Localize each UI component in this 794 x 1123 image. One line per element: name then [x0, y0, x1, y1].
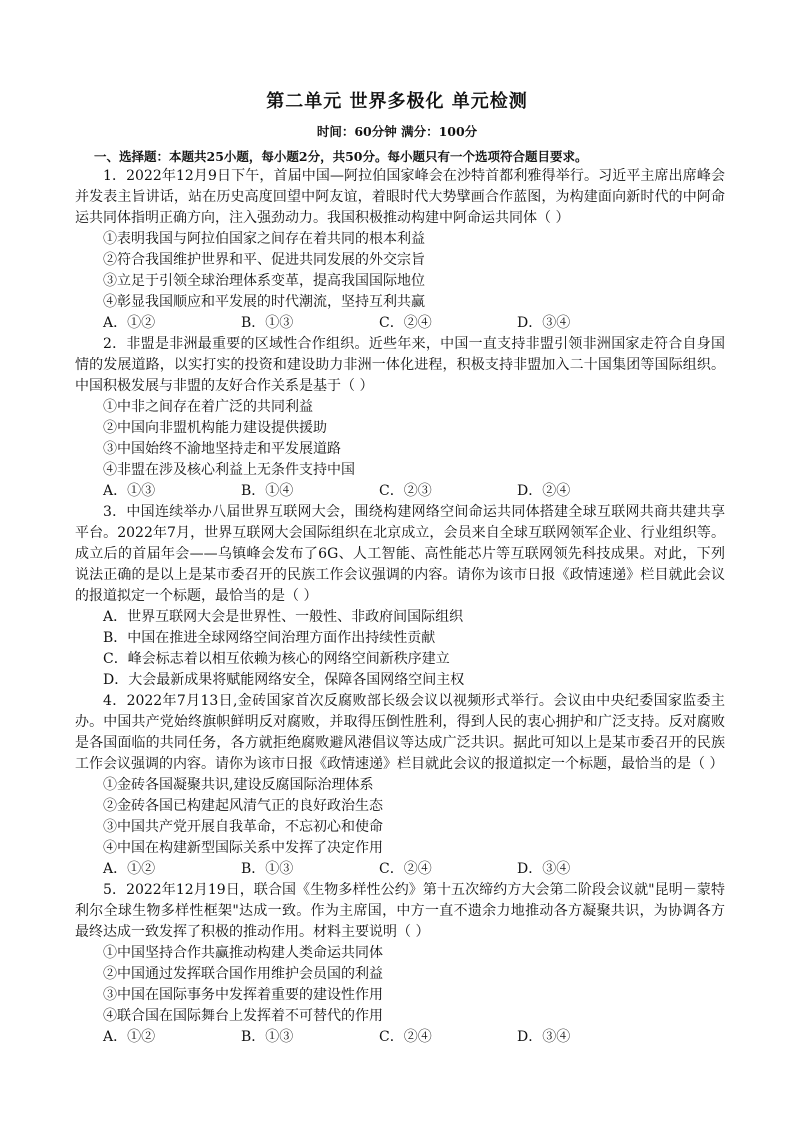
question — [75, 502, 725, 691]
statement-item: ②中国向非盟机构能力建设提供援助 — [103, 420, 327, 436]
statement-item: ②金砖各国已构建起风清气正的良好政治生态 — [103, 798, 383, 814]
answer-option: A．①② — [103, 315, 156, 331]
statement-item: ④非盟在涉及核心利益上无条件支持中国 — [103, 462, 355, 478]
answer-option: D．②④ — [517, 483, 571, 499]
statement-item: ④联合国在国际舞台上发挥着不可替代的作用 — [103, 1008, 383, 1024]
question — [75, 166, 725, 334]
question — [75, 880, 725, 1048]
question-stem: 2．非盟是非洲最重要的区域性合作组织。近些年来，中国一直支持非盟引领非洲国家走符合自身国情的发展道路，以实打实的投资和建设助力非洲一体化进程，积极支持非盟加入二十国集团等国际组织。中国积极发展与非盟的友好合作关系是基于（ ） — [75, 336, 725, 394]
exam-time-score: 时间：60分钟 满分：100分 — [316, 124, 478, 139]
answer-option: D．大会最新成果将赋能网络安全，保障各国网络空间主权 — [103, 672, 465, 688]
answer-option: B．①③ — [241, 1029, 294, 1045]
statement-item: ①中非之间存在着广泛的共同利益 — [103, 399, 313, 415]
answer-option: C．峰会标志着以相互依赖为核心的网络空间新秩序建立 — [103, 651, 450, 667]
statement-item: ①金砖各国凝聚共识,建设反腐国际治理体系 — [103, 777, 374, 793]
answer-option: D．③④ — [517, 1029, 571, 1045]
question — [75, 691, 725, 880]
answer-option: A．①③ — [103, 483, 156, 499]
answer-option: B．中国在推进全球网络空间治理方面作出持续性贡献 — [103, 630, 436, 646]
page-title: 第二单元 世界多极化 单元检测 — [266, 91, 528, 112]
answer-option: A．①② — [103, 861, 156, 877]
question-list — [75, 166, 725, 1048]
section-heading: 一、选择题：本题共25小题，每小题2分，共50分。每小题只有一个选项符合题目要求。 — [94, 149, 588, 164]
answer-option: A．世界互联网大会是世界性、一般性、非政府间国际组织 — [103, 609, 464, 625]
statement-item: ④彰显我国顺应和平发展的时代潮流，坚持互利共赢 — [103, 294, 425, 310]
answer-option: B．①③ — [241, 861, 294, 877]
answer-options — [75, 859, 725, 880]
statement-item: ③中国在国际事务中发挥着重要的建设性作用 — [103, 987, 383, 1003]
statement-item: ②中国通过发挥联合国作用维护会员国的利益 — [103, 966, 383, 982]
answer-option: C．②④ — [379, 1029, 432, 1045]
answer-option: D．③④ — [517, 315, 571, 331]
answer-option: B．①④ — [241, 483, 294, 499]
answer-option: D．③④ — [517, 861, 571, 877]
answer-option: C．②④ — [379, 315, 432, 331]
statement-item: ④中国在构建新型国际关系中发挥了决定作用 — [103, 840, 383, 856]
answer-option: C．②③ — [379, 483, 432, 499]
answer-option: B．①③ — [241, 315, 294, 331]
question-stem: 3．中国连续举办八届世界互联网大会，围绕构建网络空间命运共同体搭建全球互联网共商共建共享平台。2022年7月，世界互联网大会国际组织在北京成立，会员来自全球互联网领军企业、行业组织等。成立后的首届年会——乌镇峰会发布了6G、人工智能、高性能芯片等互联网领先科技成果。对此，下列说法正确的是以上是某市委召开的民族工作会议强调的内容。请你为该市日报《政情速递》栏目就此会议的报道拟定一个标题，最恰当的是（ ） — [75, 504, 725, 604]
question-stem: 1．2022年12月9日下午，首届中国—阿拉伯国家峰会在沙特首都利雅得举行。习近平主席出席峰会并发表主旨讲话，站在历史高度回望中阿友谊，着眼时代大势擘画合作蓝图，为构建面向新时代的中阿命运共同体指明正确方向，注入强劲动力。我国积极推动构建中阿命运共同体（ ） — [75, 168, 725, 226]
statement-item: ③立足于引领全球治理体系变革，提高我国国际地位 — [103, 273, 425, 289]
answer-option: C．②④ — [379, 861, 432, 877]
statement-item: ③中国始终不渝地坚持走和平发展道路 — [103, 441, 341, 457]
question-stem: 5．2022年12月19日，联合国《生物多样性公约》第十五次缔约方大会第二阶段会议就"昆明－蒙特利尔全球生物多样性框架"达成一致。作为主席国，中方一直不遗余力地推动各方凝聚共识，为协调各方最终达成一致发挥了积极的推动作用。材料主要说明（ ） — [75, 882, 725, 940]
answer-options — [75, 1027, 725, 1048]
question-stem: 4．2022年7月13日,金砖国家首次反腐败部长级会议以视频形式举行。会议由中央纪委国家监委主办。中国共产党始终旗帜鲜明反对腐败，并取得压倒性胜利，得到人民的衷心拥护和广泛支持。反对腐败是各国面临的共同任务，各方就拒绝腐败避风港倡议等达成广泛共识。据此可知以上是某市委召开的民族工作会议强调的内容。请你为该市日报《政情速递》栏目就此会议的报道拟定一个标题，最恰当的是（ ） — [75, 693, 725, 772]
question — [75, 334, 725, 502]
statement-item: ①表明我国与阿拉伯国家之间存在着共同的根本利益 — [103, 231, 425, 247]
answer-options — [75, 313, 725, 334]
statement-item: ①中国坚持合作共赢推动构建人类命运共同体 — [103, 945, 383, 961]
answer-option: A．①② — [103, 1029, 156, 1045]
answer-options — [75, 481, 725, 502]
statement-item: ②符合我国维护世界和平、促进共同发展的外交宗旨 — [103, 252, 425, 268]
statement-item: ③中国共产党开展自我革命，不忘初心和使命 — [103, 819, 383, 835]
